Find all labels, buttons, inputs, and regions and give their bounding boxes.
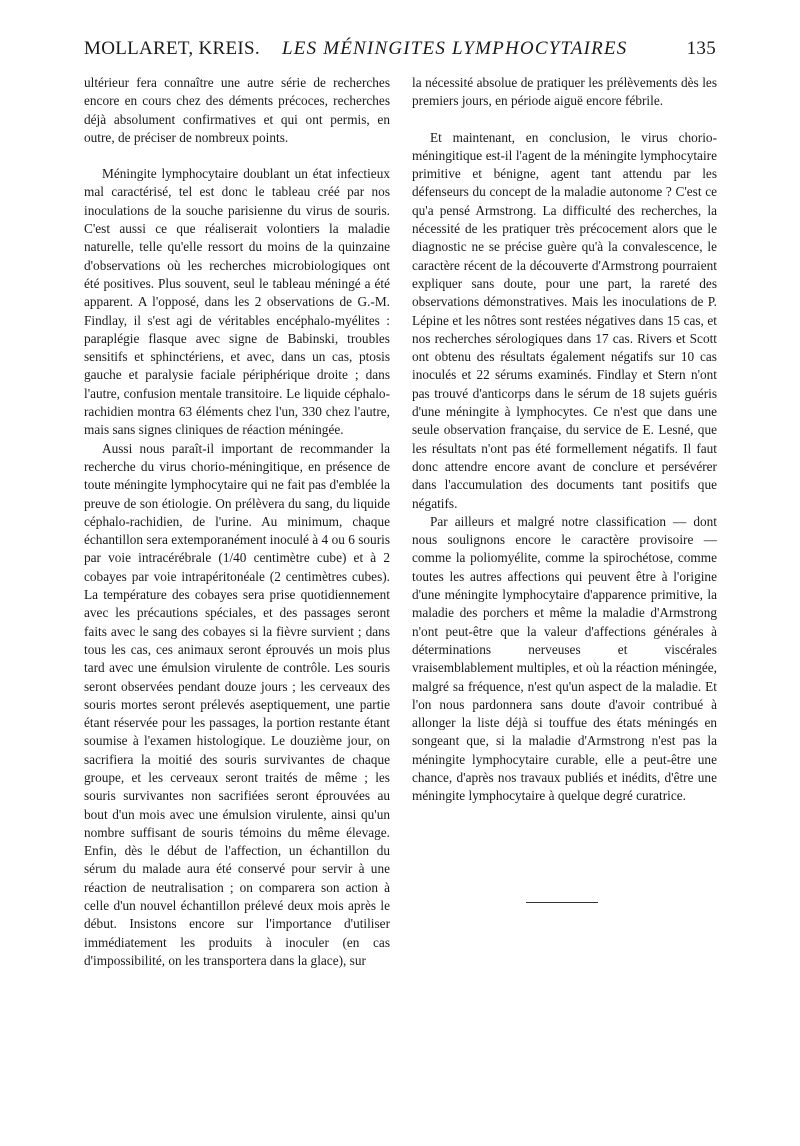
- header-authors: MOLLARET, KREIS.: [84, 38, 260, 59]
- left-column: [84, 74, 390, 970]
- end-rule: [526, 902, 598, 903]
- right-column: [412, 74, 717, 806]
- running-header: [84, 38, 716, 68]
- paragraph: Méningite lymphocytaire doublant un état infectieux mal caractérisé, tel est donc le tableau créé par nos inoculations de la souche parisienne du virus de souris. C'est aussi ce que réaliserait volontiers la maladie naturelle, telle qu'elle ressort du moins de la quinzaine d'observations où les recherches microbiologiques ont été positives. Plus souvent, seul le tableau méningé a été apparent. A l'opposé, dans les 2 observations de G.-M. Findlay, il s'est agi de véritables encéphalo-myélites : paraplégie flasque avec signe de Babinski, troubles sensitifs et sphinctériens, et avec, dans un cas, ptosis gauche et paralysie faciale périphérique droite ; dans l'autre, confusion mentale transitoire. Le liquide céphalo-rachidien montra 63 éléments chez l'un, 330 chez l'autre, mais sans signes cliniques de réaction méningée.: [84, 166, 390, 438]
- paragraph: la nécessité absolue de pratiquer les prélèvements dès les premiers jours, en période aiguë encore fébrile.: [412, 75, 717, 109]
- paragraph: ultérieur fera connaître une autre série de recherches encore en cours chez des déments précoces, recherches déjà absolument confirmatives et qui ont permis, en outre, de préciser de nombreux points.: [84, 75, 390, 145]
- page-number: 135: [686, 38, 716, 59]
- paragraph: Par ailleurs et malgré notre classification — dont nous soulignons encore le caractère provisoire — comme la poliomyélite, comme la spirochétose, comme toutes les autres affections qui peuvent être à l'origine d'une méningite lymphocytaire d'apparence primitive, la maladie des porchers et même la maladie d'Armstrong n'ont peut-être que la valeur d'affections générales à déterminations nerveuses et viscérales vraisemblablement multiples, et où la réaction méningée, malgré sa fréquence, n'est qu'un aspect de la maladie. Et l'on nous pardonnera sans doute d'avoir contribué à allonger la liste déjà si touffue des états méningés en songeant que, si la maladie d'Armstrong n'est pas la méningite lymphocytaire curable, elle a peut-être une chance, d'après nos travaux publiés et inédits, d'être une méningite lymphocytaire à quelque degré curatrice.: [412, 513, 717, 804]
- paragraph: Aussi nous paraît-il important de recommander la recherche du virus chorio-méningitique, en présence de toute méningite lymphocytaire qui ne fait pas d'emblée la preuve de son étiologie. On prélèvera du sang, du liquide céphalo-rachidien, de l'urine. Au minimum, chaque échantillon sera extemporanément inoculé à 4 ou 6 souris par voie intracérébrale (1/40 centimètre cube) et à 2 cobayes par voie intrapéritonéale (2 centimètres cubes). La température des cobayes sera prise quotidiennement avec les précautions spéciales, et des passages seront faits avec le sang des cobayes si la fièvre survient ; dans tous les cas, ces animaux seront éprouvés un mois plus tard avec une émulsion virulente de contrôle. Les souris seront observées pendant douze jours ; les cerveaux des souris mortes seront prélevés aseptiquement, une partie étant réservée pour les passages, la portion restante étant soumise à l'examen histologique. Le douzième jour, on sacrifiera la moitié des souris survivantes de chaque groupe, et les cerveaux seront traités de même ; les souris survivantes non sacrifiées seront éprouvées au bout d'un mois avec une émulsion virulente, ainsi qu'un nombre suffisant de souris témoins du même élevage. Enfin, dès le début de l'affection, un échantillon du sérum du malade aura été conservé pour servir à une réaction de neutralisation ; on comparera son action à celle d'un nouvel échantillon prélevé deux mois après le début. Insistons encore sur l'importance d'utiliser immédiatement les produits à inoculer (en cas d'impossibilité, on les transportera dans la glace), sur: [84, 440, 390, 968]
- header-title: LES MÉNINGITES LYMPHOCYTAIRES: [282, 38, 628, 59]
- paragraph: Et maintenant, en conclusion, le virus chorio-méningitique est-il l'agent de la méningite lymphocytaire primitive et bénigne, agent tant attendu par les défenseurs du concept de la maladie autonome ? C'est ce qu'a pensé Armstrong. La difficulté des recherches, la nécessité de les pratiquer très précocement alors que le diagnostic ne se précise guère qu'à la convalescence, le caractère récent de la découverte d'Armstrong pourraient expliquer sans doute, pour une part, la rareté des observations démonstratives. Mais les inoculations de P. Lépine et les nôtres sont restées négatives dans 15 cas, et nos recherches sérologiques dans 17 cas. Rivers et Scott ont obtenu des résultats également négatifs sur 10 cas inoculés et 22 sérums examinés. Findlay et Stern n'ont pas trouvé d'anticorps dans le sérum de 18 sujets guéris d'une méningite à lymphocytes. Ce n'est que dans une seule observation française, du service de E. Lesné, que les résultats n'ont pas été formellement négatifs. Il faut donc attendre encore avant de conclure et persévérer dans l'accumulation des documents tant positifs que négatifs.: [412, 129, 717, 511]
